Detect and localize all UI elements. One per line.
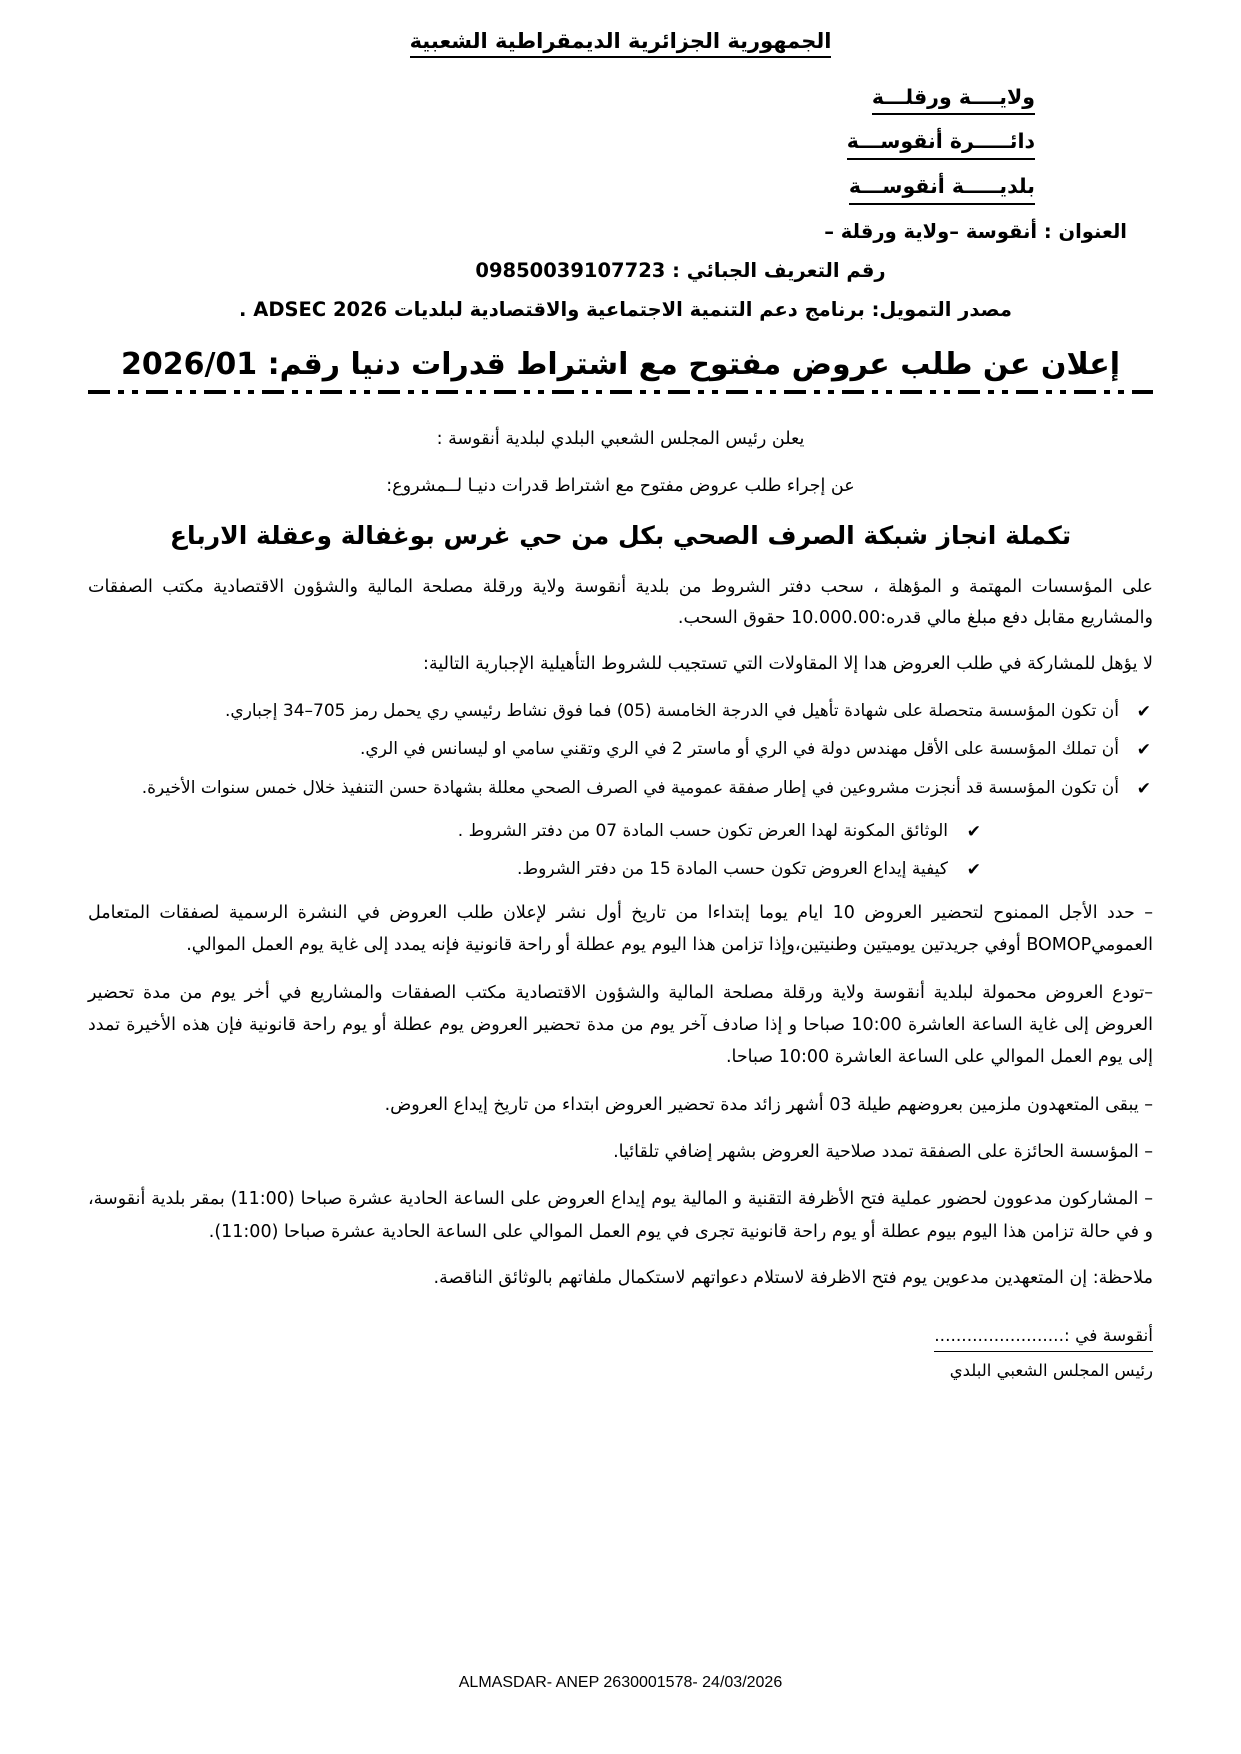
national-header-text: الجمهورية الجزائرية الديمقراطية الشعبية: [410, 29, 832, 58]
footer-reference: ALMASDAR- ANEP 2630001578- 24/03/2026: [458, 1674, 783, 1691]
document-body: [88, 424, 1153, 1384]
list-item-label: الوثائق المكونة لهدا العرض تكون حسب المادة 07 من دفتر الشروط .: [457, 820, 948, 841]
list-item: [88, 816, 1153, 847]
eligibility-list: [88, 696, 1153, 804]
fiscal-id-line: رقم التعريف الجبائي : 09850039107723: [475, 258, 886, 282]
list-item: [88, 696, 1153, 727]
check-icon: ✔: [1136, 701, 1151, 722]
list-item: [88, 773, 1153, 804]
check-icon: ✔: [966, 860, 981, 881]
list-item-label: كيفية إيداع العروض تكون حسب المادة 15 من دفتر الشروط.: [516, 859, 948, 880]
clause-submission: –تودع العروض محمولة لبلدية أنقوسة ولاية ورقلة مصلحة المالية والشؤون الاقتصادية مكتب الصفقات والمشاريع في أخر يوم من مدة تحضير العروض إلى غاية الساعة العاشرة 10:00 صباحا و إذا صادف آخر يوم من مدة تحضير العروض يوم عطلة أو يوم راحة قانونية فإن هذه الأخيرة تمدد إلى يوم العمل الموالي على الساعة العاشرة 10:00 صباحا.: [88, 982, 1153, 1068]
clause-extension: – المؤسسة الحائزة على الصفقة تمدد صلاحية العروض بشهر إضافي تلقائيا.: [613, 1142, 1153, 1162]
daira-line: [88, 128, 1035, 160]
signer-title: رئيس المجلس الشعبي البلدي: [949, 1361, 1153, 1381]
check-icon: ✔: [966, 821, 981, 842]
page-title: إعلان عن طلب عروض مفتوح مع اشتراط قدرات دنيا رقم: 2026/01: [120, 347, 1121, 383]
signature-block: [88, 1324, 1153, 1384]
wilaya-line: [88, 84, 1035, 116]
withdrawal-paragraph: على المؤسسات المهتمة و المؤهلة ، سحب دفتر الشروط من بلدية أنقوسة ولاية ورقلة مصلحة المالية والشؤون الاقتصادية مكتب الصفقات والمشاريع مقابل دفع مبلغ مالي قدره:10.000.00 حقوق السحب.: [88, 576, 1153, 628]
intro-procedure: عن إجراء طلب عروض مفتوح مع اشتراط قدرات دنيـا لــمشروع:: [386, 476, 855, 497]
list-item-label: أن تملك المؤسسة على الأقل مهندس دولة في الري أو ماستر 2 في الري وتقني سامي او ليسانس في الري.: [359, 739, 1119, 760]
administrative-block: [88, 84, 1153, 205]
eligibility-intro: لا يؤهل للمشاركة في طلب العروض هدا إلا المقاولات التي تستجيب للشروط التأهيلية الإجبارية التالية:: [423, 654, 1153, 675]
clause-validity: – يبقى المتعهدون ملزمين بعروضهم طيلة 03 أشهر زائد مدة تحضير العروض ابتداء من تاريخ إيداع العروض.: [384, 1094, 1153, 1115]
address-line: العنوان : أنقوسة –ولاية ورقلة –: [824, 219, 1127, 243]
list-item-label: أن تكون المؤسسة قد أنجزت مشروعين في إطار صفقة عمومية في الصرف الصحي معللة بشهادة حسن التنفيذ خلال خمس سنوات الأخيرة.: [141, 777, 1119, 798]
title-underline-rule: [88, 390, 1153, 396]
wilaya-text: ولايــــة ورقلـــة: [872, 84, 1035, 116]
list-item: [88, 854, 1153, 885]
check-icon: ✔: [1136, 778, 1151, 799]
funding-source-line: مصدر التمويل: برنامج دعم التنمية الاجتماعية والاقتصادية لبلديات ADSEC 2026 .: [239, 298, 1012, 322]
daira-text: دائـــــرة أنقوســـة: [847, 128, 1035, 160]
check-icon: ✔: [1136, 740, 1151, 761]
baladiya-text: بلديـــــة أنقوســـة: [849, 173, 1035, 205]
documents-list: [88, 816, 1153, 885]
list-item: [88, 734, 1153, 765]
clause-opening-session: – المشاركون مدعوون لحضور عملية فتح الأظرفة التقنية و المالية يوم إيداع العروض على الساعة الحادية عشرة صباحا (11:00) بمقر بلدية أنقوسة، و في حالة تزامن هذا اليوم بيوم عطلة أو يوم راحة قانونية تجرى في يوم العمل الموالي على الساعة الحادية عشرة صباحا (11:00).: [88, 1189, 1153, 1242]
project-name: تكملة انجاز شبكة الصرف الصحي بكل من حي غرس بوغفالة وعقلة الارباع: [169, 520, 1072, 550]
note-paragraph: ملاحظة: إن المتعهدين مدعوين يوم فتح الاظرفة لاستلام دعواتهم لاستكمال ملفاتهم بالوثائق الناقصة.: [433, 1268, 1153, 1289]
place-and-date: أنقوسة في :........................: [934, 1324, 1153, 1353]
clause-deadline: – حدد الأجل الممنوح لتحضير العروض 10 ايام يوما إبتداءا من تاريخ أول نشر لإعلان طلب العروض في النشرة الرسمية لصفقات المتعامل العموميBOMOP أوفي جريدتين يوميتين وطنيتين،وإذا تزامن هذا اليوم يوم عطلة أو راحة قانونية فإنه يمدد إلى غاية يوم العمل الموالي.: [88, 902, 1153, 956]
national-header: [88, 26, 1153, 58]
intro-announcer: يعلن رئيس المجلس الشعبي البلدي لبلدية أنقوسة :: [436, 429, 805, 450]
list-item-label: أن تكون المؤسسة متحصلة على شهادة تأهيل في الدرجة الخامسة (05) فما فوق نشاط رئيسي ري يحمل رمز 705–34 إجباري.: [225, 700, 1119, 721]
baladiya-line: [88, 173, 1035, 205]
